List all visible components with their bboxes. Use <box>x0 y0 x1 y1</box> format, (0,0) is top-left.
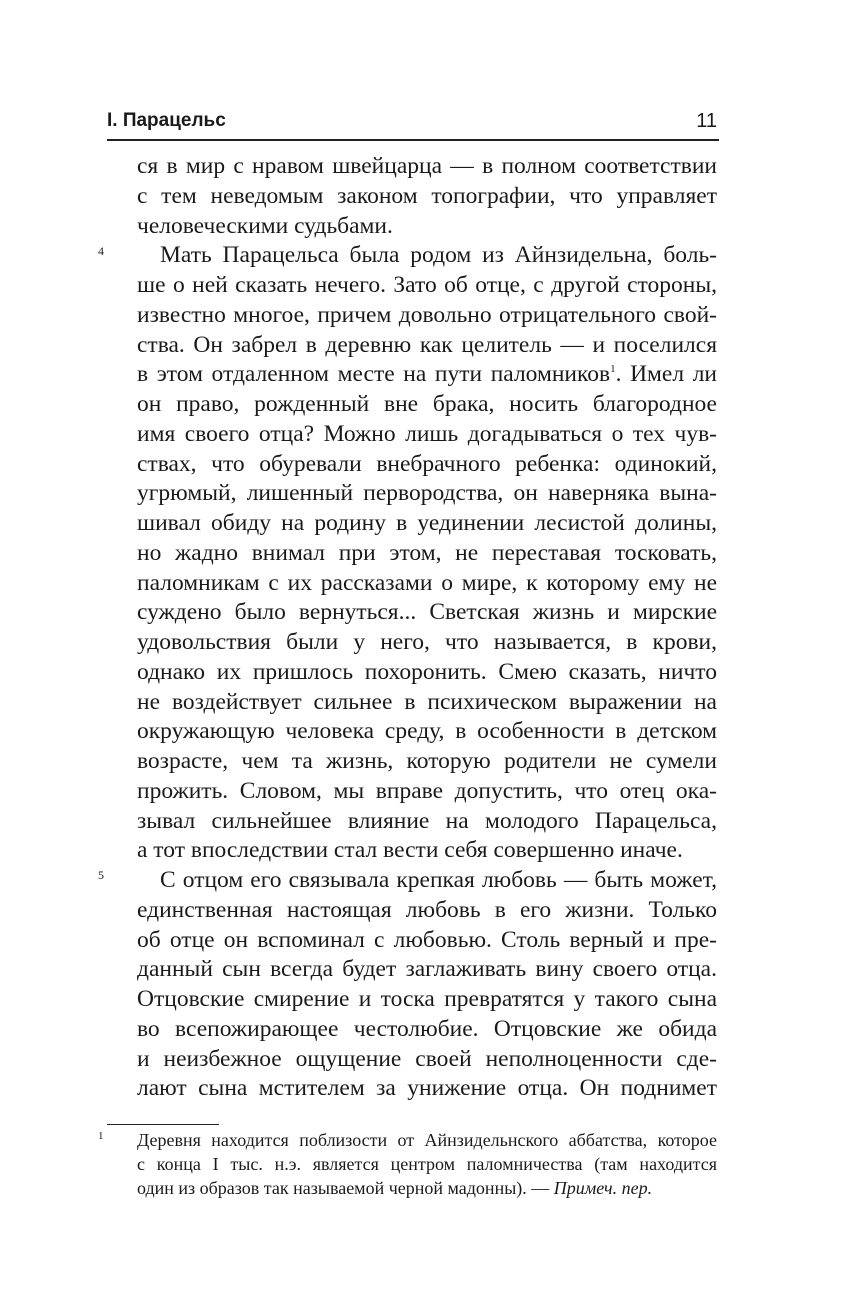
text-line: однако их пришлось похоронить. Смею сказать, ничто <box>137 658 717 685</box>
translator-note: Примеч. пер. <box>553 1178 653 1198</box>
chapter-title: I. Парацельс <box>107 110 226 131</box>
text-line: угрюмый, лишенный первородства, он наверняка вына- <box>137 480 717 507</box>
text-line: известно многое, причем довольно отрицательного свой- <box>137 301 717 328</box>
text-line: не воздействует сильнее в психическом выражении на <box>137 688 717 715</box>
footnote <box>137 1128 717 1200</box>
text-line: прожить. Словом, мы вправе допустить, что отец ока- <box>137 777 717 804</box>
text-line: он право, рожденный вне брака, носить благородное <box>137 391 717 417</box>
text-line <box>137 360 717 390</box>
text-line: шивал обиду на родину в уединении лесистой долины, <box>137 510 717 536</box>
text-segment: в этом отдаленном месте на пути паломников <box>137 361 611 388</box>
text-line: паломникам с их рассказами о мире, к которому ему не <box>137 569 717 596</box>
text-line: С отцом его связывала крепкая любовь — быть может, <box>160 867 717 893</box>
text-line: удовольствия были у него, что называется, в крови, <box>137 629 717 655</box>
running-header <box>107 110 717 132</box>
text-line: зывал сильнейшее влияние на молодого Парацельса, <box>137 807 717 834</box>
text-line: с тем неведомым законом топографии, что управляет <box>137 182 717 209</box>
text-line: Отцовские смирение и тоска превратятся у такого сына <box>137 986 717 1012</box>
text-line: во всепожирающее честолюбие. Отцовские же обида <box>137 1015 717 1042</box>
text-line: суждено было вернуться... Светская жизнь и мирские <box>137 599 717 626</box>
footnote-line <box>137 1176 717 1200</box>
text-line: окружающую человека среду, в особенности в детском <box>137 718 717 745</box>
text-line: ся в мир с нравом швейцарца — в полном соответствии <box>137 153 717 179</box>
text-line: ства. Он забрел в деревню как целитель — и поселился <box>137 331 717 358</box>
text-line: имя своего отца? Можно лишь догадываться о тех чув- <box>137 420 717 447</box>
footnote-rule <box>107 1124 219 1125</box>
text-segment: . Имел ли <box>615 361 718 388</box>
text-line: об отце он вспоминал с любовью. Столь верный и пре- <box>137 926 717 953</box>
page-number: 11 <box>696 110 717 132</box>
footnote-line: с конца I тыс. н.э. является центром паломничества (там находится <box>137 1154 717 1174</box>
paragraph-number: 5 <box>98 868 104 882</box>
text-line: человеческими судьбами. <box>137 212 393 239</box>
text-line: данный сын всегда будет заглаживать вину своего отца. <box>137 956 717 983</box>
text-line: лают сына мстителем за унижение отца. Он поднимет <box>137 1075 717 1102</box>
text-line: Мать Парацельса была родом из Айнзидельна, боль- <box>160 242 717 269</box>
paragraph-number: 4 <box>98 244 104 258</box>
text-line: и неизбежное ощущение своей неполноценности сде- <box>137 1045 717 1072</box>
text-line: возрасте, чем та жизнь, которую родители не сумели <box>137 748 717 774</box>
text-line: единственная настоящая любовь в его жизни. Только <box>137 896 717 923</box>
footnote-line: Деревня находится поблизости от Айнзидельнского аббатства, которое <box>137 1130 717 1150</box>
footnote-number: 1 <box>98 1130 104 1142</box>
footnote-text: один из образов так называемой черной мадонны). — <box>137 1178 554 1198</box>
footnote-ref[interactable]: 1 <box>610 363 616 376</box>
body-text <box>137 152 717 1104</box>
text-line: а тот впоследствии стал вести себя совершенно иначе. <box>137 837 683 864</box>
text-line: но жадно внимал при этом, не переставая тосковать, <box>137 539 717 566</box>
text-line: ствах, что обуревали внебрачного ребенка: одинокий, <box>137 450 717 477</box>
header-rule <box>107 139 719 141</box>
text-line: ше о ней сказать нечего. Зато об отце, с другой стороны, <box>137 272 717 298</box>
